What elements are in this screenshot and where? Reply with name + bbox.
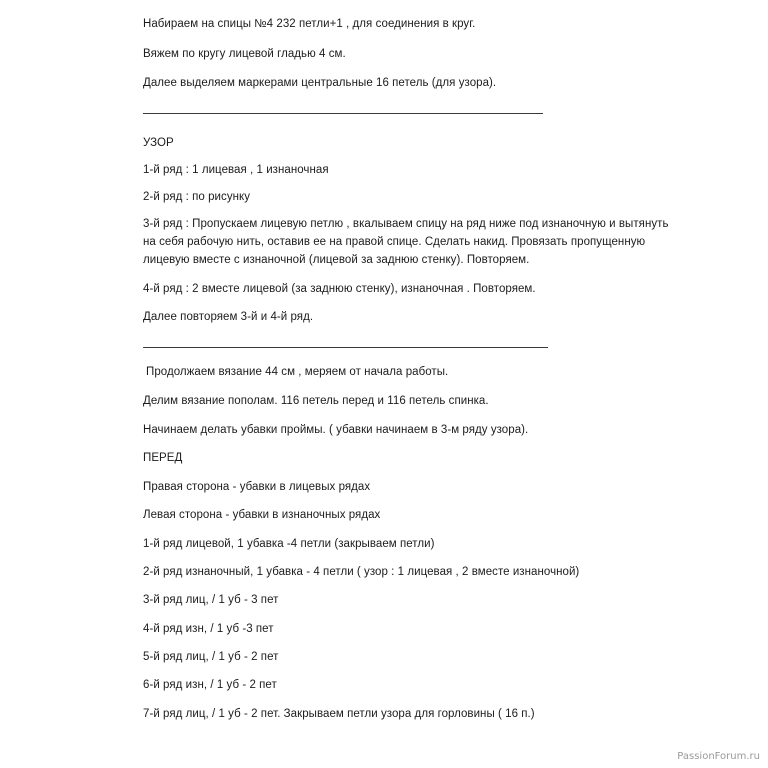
front-title: ПЕРЕД bbox=[143, 452, 183, 464]
body-line-3: Начинаем делать убавки проймы. ( убавки начинаем в 3-м ряду узора). bbox=[143, 424, 529, 436]
pattern-row-4: 4-й ряд : 2 вместе лицевой (за заднюю стенку), изнаночная . Повторяем. bbox=[143, 283, 536, 295]
body-line-2: Делим вязание пополам. 116 петель перед и 116 петель спинка. bbox=[143, 395, 489, 407]
watermark: PassionForum.ru bbox=[677, 751, 760, 762]
divider-1 bbox=[143, 113, 543, 114]
body-line-1: Продолжаем вязание 44 см , меряем от начала работы. bbox=[146, 366, 449, 378]
front-row-7: 7-й ряд лиц, / 1 уб - 2 пет. Закрываем петли узора для горловины ( 16 п.) bbox=[143, 708, 535, 720]
pattern-row-1: 1-й ряд : 1 лицевая , 1 изнаночная bbox=[143, 164, 329, 176]
pattern-row-3-line-1: 3-й ряд : Пропускаем лицевую петлю , вкалываем спицу на ряд ниже под изнаночную и вытянуть bbox=[143, 218, 669, 230]
pattern-row-3-line-2: на себя рабочую нить, оставив ее на правой спице. Сделать накид. Провязать пропущенную bbox=[143, 236, 646, 248]
pattern-row-3-line-3: лицевую вместе с изнаночной (лицевой за заднюю стенку). Повторяем. bbox=[143, 254, 530, 266]
front-left-side: Левая сторона - убавки в изнаночных рядах bbox=[143, 509, 381, 521]
front-row-2: 2-й ряд изнаночный, 1 убавка - 4 петли ( узор : 1 лицевая , 2 вместе изнаночной) bbox=[143, 566, 580, 578]
pattern-title: УЗОР bbox=[143, 137, 174, 149]
front-row-1: 1-й ряд лицевой, 1 убавка -4 петли (закрываем петли) bbox=[143, 538, 435, 550]
pattern-repeat: Далее повторяем 3-й и 4-й ряд. bbox=[143, 311, 314, 323]
front-row-5: 5-й ряд лиц, / 1 уб - 2 пет bbox=[143, 651, 279, 663]
intro-line-1: Набираем на спицы №4 232 петли+1 , для соединения в круг. bbox=[143, 18, 476, 30]
front-row-3: 3-й ряд лиц, / 1 уб - 3 пет bbox=[143, 594, 279, 606]
front-row-6: 6-й ряд изн, / 1 уб - 2 пет bbox=[143, 679, 277, 691]
front-right-side: Правая сторона - убавки в лицевых рядах bbox=[143, 481, 371, 493]
pattern-row-2: 2-й ряд : по рисунку bbox=[143, 191, 251, 203]
divider-2 bbox=[143, 347, 548, 348]
intro-line-2: Вяжем по кругу лицевой гладью 4 см. bbox=[143, 48, 346, 60]
front-row-4: 4-й ряд изн, / 1 уб -3 пет bbox=[143, 623, 274, 635]
intro-line-3: Далее выделяем маркерами центральные 16 петель (для узора). bbox=[143, 77, 497, 89]
